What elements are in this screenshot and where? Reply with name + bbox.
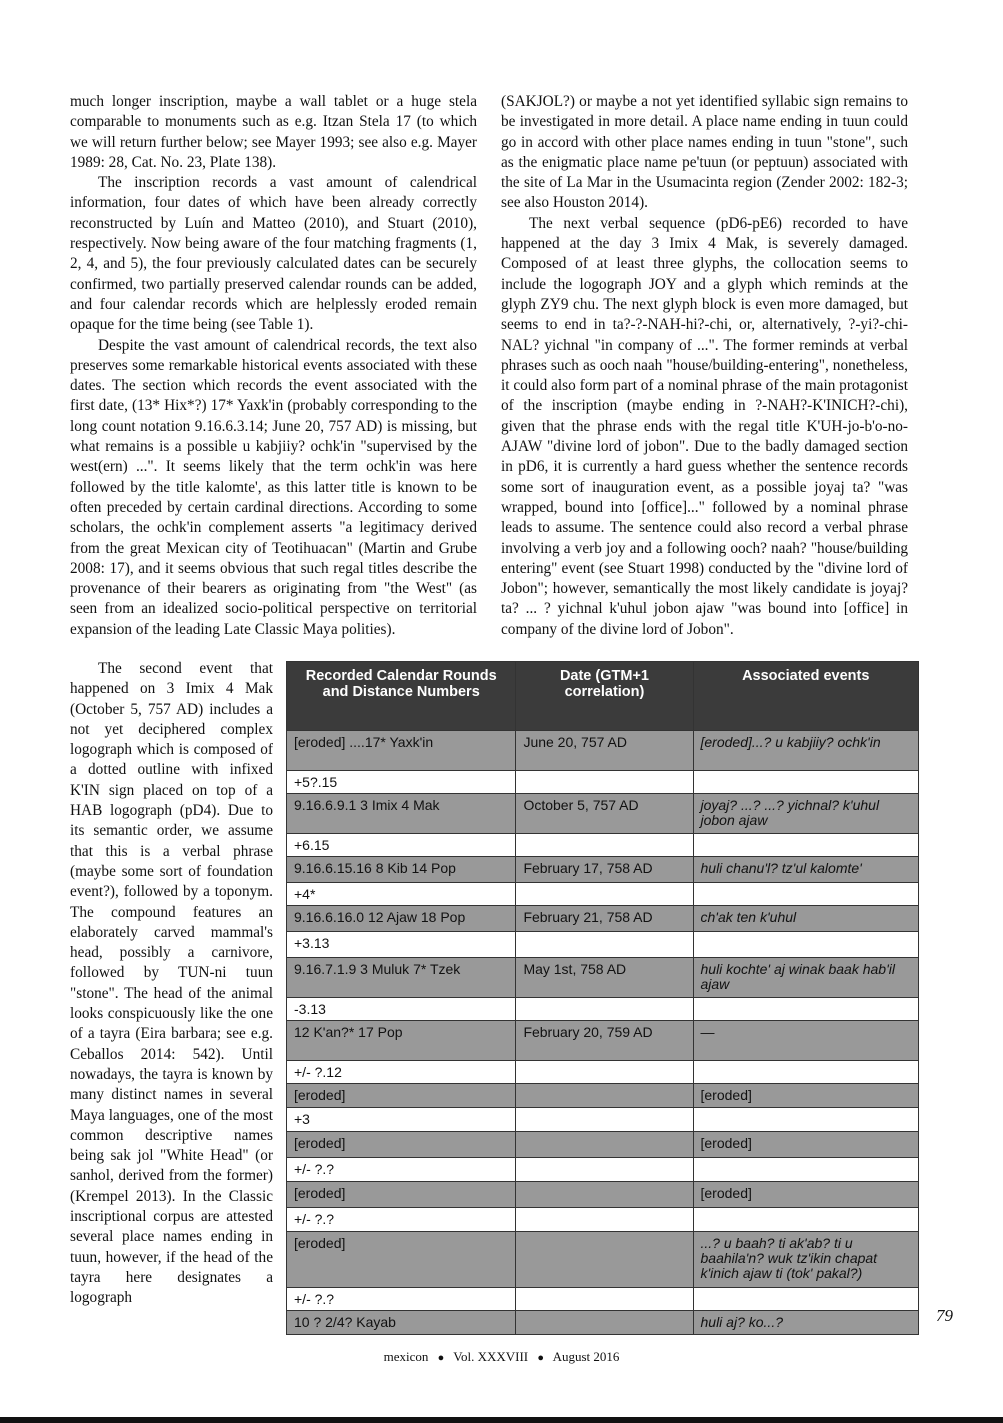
table-row: [287, 1232, 919, 1288]
calendar-cell: 9.16.6.15.16 8 Kib 14 Pop: [287, 857, 516, 883]
event-cell: huli aj? ko...?: [693, 1311, 919, 1335]
page-footer: [0, 1349, 1003, 1365]
date-cell: [516, 883, 693, 906]
table-header-row: [287, 662, 919, 731]
table-row: [287, 1021, 919, 1061]
calendar-cell: +3: [287, 1108, 516, 1132]
calendar-cell: 9.16.6.16.0 12 Ajaw 18 Pop: [287, 906, 516, 932]
event-cell: —: [693, 1021, 919, 1061]
event-cell: [693, 771, 919, 794]
table-row: [287, 1182, 919, 1208]
table-row: [287, 794, 919, 834]
event-cell: [693, 1208, 919, 1232]
date-cell: May 1st, 758 AD: [516, 958, 693, 998]
event-cell: ch'ak ten k'uhul: [693, 906, 919, 932]
event-cell: [eroded]: [693, 1182, 919, 1208]
footer-journal: mexicon: [383, 1349, 429, 1364]
date-cell: [516, 1311, 693, 1335]
paragraph: Despite the vast amount of calendrical records, the text also preserves some remarkable historical events associated with these dates. The section which records the event associated with the first date, (13* Hix*?) 17* Yaxk'in (probably corresponding to the long count notation 9.16.6.3.14; June 20, 757 AD) is missing, but what remains is a possible u kabjiiy? ochk'in "supervised by the west(ern) ...". It seems likely that the term ochk'in was here followed by the title kalomte', as this latter title is known to be often preceded by certain cardinal directions. According to some scholars, the ochk'in complement asserts "a legitimacy derived from the great Mexican city of Teotihuacan" (Martin and Grube 2008: 17), and it seems obvious that such regal titles describe the provenance of their bearers as originating from "the West" (as seen from an idealized socio-political perspective on territorial expansion of the leading Late Classic Maya polities).: [70, 336, 477, 638]
event-cell: [693, 1288, 919, 1311]
calendar-cell: +/- ?.12: [287, 1061, 516, 1084]
event-cell: ...? u baah? ti ak'ab? ti u baahila'n? wuk tz'ikin chapat k'inich ajaw ti (tok' pakal?): [693, 1232, 919, 1288]
table-row: [287, 1158, 919, 1182]
event-cell: [693, 1061, 919, 1084]
table-row: [287, 932, 919, 958]
table-row: [287, 771, 919, 794]
table-row: [287, 883, 919, 906]
column-header: Associated events: [693, 662, 919, 731]
calendar-cell: +3.13: [287, 932, 516, 958]
date-cell: February 17, 758 AD: [516, 857, 693, 883]
date-cell: [516, 834, 693, 857]
calendar-cell: 10 ? 2/4? Kayab: [287, 1311, 516, 1335]
bullet-icon: ●: [437, 1352, 445, 1364]
left-text-column: [70, 92, 477, 640]
paragraph: much longer inscription, maybe a wall tablet or a huge stela comparable to monuments such as e.g. Itzan Stela 17 (to which we will return further below; see Mayer 1993; see also e.g. Mayer 1989: 28, Cat. No. 23, Plate 138).: [70, 93, 477, 171]
footer-date: August 2016: [552, 1349, 620, 1364]
paragraph: (SAKJOL?) or maybe a not yet identified syllabic sign remains to be investigated in more detail. A place name ending in tuun could go in accord with other place names ending in tuun "stone", such as the enigmatic place name pe'tuun (or peptuun) associated with the site of La Mar in the Usumacinta region (Zender 2002: 182-3; see also Houston 2014).: [501, 93, 908, 212]
calendar-cell: +/- ?.?: [287, 1208, 516, 1232]
date-cell: [516, 1288, 693, 1311]
date-cell: [516, 1132, 693, 1158]
event-cell: [eroded]: [693, 1132, 919, 1158]
table-row: [287, 1208, 919, 1232]
calendar-table: [286, 661, 919, 1335]
calendar-cell: [eroded]: [287, 1132, 516, 1158]
date-cell: February 21, 758 AD: [516, 906, 693, 932]
date-cell: February 20, 759 AD: [516, 1021, 693, 1061]
event-cell: huli kochte' aj winak baak hab'il ajaw: [693, 958, 919, 998]
date-cell: [516, 998, 693, 1021]
date-cell: [516, 1084, 693, 1108]
table-row: [287, 857, 919, 883]
date-cell: [516, 1061, 693, 1084]
calendar-cell: 9.16.7.1.9 3 Muluk 7* Tzek: [287, 958, 516, 998]
date-cell: June 20, 757 AD: [516, 731, 693, 771]
bottom-rule: [0, 1417, 1003, 1423]
event-cell: [693, 932, 919, 958]
calendar-cell: [eroded]: [287, 1084, 516, 1108]
event-cell: [693, 1108, 919, 1132]
calendar-cell: +6.15: [287, 834, 516, 857]
event-cell: [eroded]: [693, 1084, 919, 1108]
page-number: 79: [936, 1306, 953, 1325]
table-row: [287, 1311, 919, 1335]
right-text-column: [501, 92, 908, 640]
event-cell: [693, 834, 919, 857]
date-cell: [516, 932, 693, 958]
date-cell: [516, 1182, 693, 1208]
wrapped-text-column: [70, 659, 273, 1309]
calendar-cell: [eroded]: [287, 1182, 516, 1208]
event-cell: joyaj? ...? ...? yichnal? k'uhul jobon ajaw: [693, 794, 919, 834]
table-row: [287, 906, 919, 932]
date-cell: [516, 1108, 693, 1132]
bullet-icon: ●: [537, 1352, 545, 1364]
event-cell: [693, 998, 919, 1021]
table-row: [287, 998, 919, 1021]
table-row: [287, 1132, 919, 1158]
event-cell: huli chanu'l? tz'ul kalomte': [693, 857, 919, 883]
date-cell: October 5, 757 AD: [516, 794, 693, 834]
calendar-cell: [eroded]: [287, 1232, 516, 1288]
calendar-cell: [eroded] ....17* Yaxk'in: [287, 731, 516, 771]
table-row: [287, 1061, 919, 1084]
table-row: [287, 1288, 919, 1311]
date-cell: [516, 1208, 693, 1232]
column-header: Recorded Calendar Rounds and Distance Numbers: [287, 662, 516, 731]
table-row: [287, 958, 919, 998]
table-row: [287, 834, 919, 857]
event-cell: [eroded]...? u kabjiiy? ochk'in: [693, 731, 919, 771]
paragraph: The next verbal sequence (pD6-pE6) recorded to have happened at the day 3 Imix 4 Mak, is severely damaged. Composed of at least three glyphs, the collocation seems to include the logograph JOY and a glyph which reminds at the glyph ZY9 chu. The next glyph block is even more damaged, but seems to end in ta?-?-NAH-hi?-chi, or, alternatively, ?-yi?-chi-NAL? yichnal "in company of ...". The former reminds at verbal phrases such as ooch naah "house/building-entering", nonetheless, it could also form part of a nominal phrase of the main protagonist of the inscription (maybe ending in ?-NAH?-K'INICH?-chi), given that the phrase ends with the regal title K'UH-jo-b'o-no-AJAW "divine lord of jobon". Due to the badly damaged section in pD6, it is currently a hard guess whether the sentence records some sort of inauguration event, as a possible joyaj ta? "was wrapped, bound into [office]..." followed by a nominal phrase leads to assume. The sentence could also record a verbal phrase involving a verb joy and a following ooch? naah? "house/building entering" event (see Stuart 1998) conducted by the "divine lord of Jobon"; however, semantically the most likely candidate is joyaj? ta? ... ? yichnal k'uhul jobon ajaw "was bound into [office] in company of the divine lord of Jobon".: [501, 214, 908, 638]
event-cell: [693, 883, 919, 906]
column-header: Date (GTM+1 correlation): [516, 662, 693, 731]
date-cell: [516, 771, 693, 794]
paragraph: The second event that happened on 3 Imix 4 Mak (October 5, 757 AD) includes a not yet deciphered complex logograph which is composed of a dotted outline with infixed K'IN sign placed on top of a HAB logograph (pD4). Due to its semantic order, we assume that this is a verbal phrase (maybe some sort of foundation event?), followed by a toponym. The compound features an elaborately carved mammal's head, possibly a carnivore, followed by TUN-ni tuun "stone". The head of the animal looks conspicuously like the one of a tayra (Eira barbara; see e.g. Ceballos 2014: 542). Until nowadays, the tayra is known by many distinct names in several Maya languages, one of the most common descriptive names being sak jol "White Head" (or sanhol, derived from the former) (Krempel 2013). In the Classic inscriptional corpus are attested several place names ending in tuun, however, if the head of the tayra here designates a logograph: [70, 660, 273, 1307]
event-cell: [693, 1158, 919, 1182]
paragraph: The inscription records a vast amount of calendrical information, four dates of which have been already correctly reconstructed by Luín and Matteo (2010), and Stuart (2010), respectively. Now being aware of the four matching fragments (1, 2, 4, and 5), the four previously calculated dates can be securely confirmed, two partially preserved calendar rounds can be added, and four calendar records which are helplessly eroded remain opaque for the time being (see Table 1).: [70, 174, 477, 334]
calendar-cell: +4*: [287, 883, 516, 906]
table-body: [287, 731, 919, 1335]
calendar-cell: +/- ?.?: [287, 1158, 516, 1182]
footer-volume: Vol. XXXVIII: [453, 1349, 529, 1364]
calendar-cell: 12 K'an?* 17 Pop: [287, 1021, 516, 1061]
calendar-cell: +5?.15: [287, 771, 516, 794]
calendar-cell: -3.13: [287, 998, 516, 1021]
table-row: [287, 1108, 919, 1132]
table-row: [287, 1084, 919, 1108]
calendar-cell: +/- ?.?: [287, 1288, 516, 1311]
date-cell: [516, 1232, 693, 1288]
date-cell: [516, 1158, 693, 1182]
table-row: [287, 731, 919, 771]
calendar-cell: 9.16.6.9.1 3 Imix 4 Mak: [287, 794, 516, 834]
